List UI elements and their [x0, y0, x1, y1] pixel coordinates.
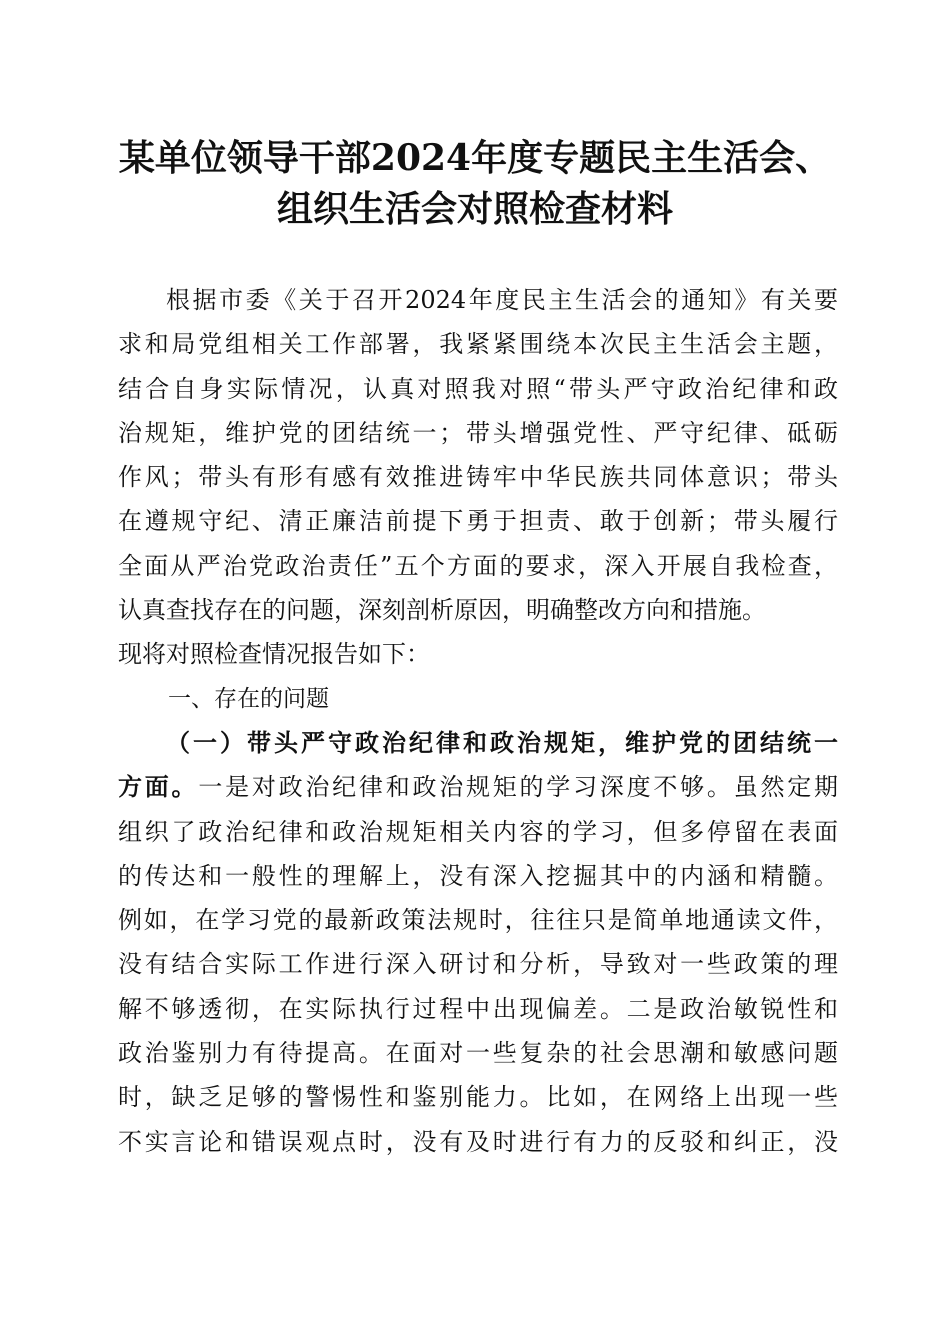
subsection-line: 没有结合实际工作进行深入研讨和分析，导致对一些政策的理: [118, 950, 838, 979]
intro-line: 作风；带头有形有感有效推进铸牢中华民族共同体意识；带头: [118, 463, 838, 492]
section-heading: 一、存在的问题: [168, 685, 329, 712]
intro-line: 治规矩，维护党的团结统一；带头增强党性、严守纪律、砥砺: [118, 418, 838, 447]
subsection-line: 的传达和一般性的理解上，没有深入挖掘其中的内涵和精髓。: [118, 861, 838, 890]
subsection-line: 例如，在学习党的最新政策法规时，往往只是简单地通读文件，: [118, 906, 838, 935]
subsection-line-text: 一是对政治纪律和政治规矩的学习深度不够。虽然定期: [198, 773, 839, 802]
subsection-line: [118, 765, 838, 809]
subsection-lead: （一）带头严守政治纪律和政治规矩，维护党的团结统一: [166, 728, 838, 757]
intro-line: 根据市委《关于召开2024年度民主生活会的通知》有关要: [166, 286, 838, 314]
intro-line: 求和局党组相关工作部署，我紧紧围绕本次民主生活会主题，: [118, 330, 838, 359]
subsection-line: 不实言论和错误观点时，没有及时进行有力的反驳和纠正，没: [118, 1127, 838, 1156]
document-title-line-1: 某单位领导干部2024年度专题民主生活会、: [118, 137, 832, 179]
subsection-line: 政治鉴别力有待提高。在面对一些复杂的社会思潮和敏感问题: [118, 1039, 838, 1068]
intro-line: 在遵规守纪、清正廉洁前提下勇于担责、敢于创新；带头履行: [118, 507, 838, 536]
intro-line: 结合自身实际情况，认真对照我对照“带头严守政治纪律和政: [118, 374, 838, 403]
subsection-lead-tail: 方面。: [118, 773, 199, 802]
document-body: [118, 278, 838, 1164]
intro-line: 全面从严治党政治责任”五个方面的要求，深入开展自我检查，: [118, 551, 838, 580]
intro-line: 现将对照检查情况报告如下：: [118, 640, 430, 669]
subsection-line: 组织了政治纪律和政治规矩相关内容的学习，但多停留在表面: [118, 817, 838, 846]
intro-line: 认真查找存在的问题，深刻剖析原因，明确整改方向和措施。: [118, 596, 766, 625]
subsection-line: 解不够透彻，在实际执行过程中出现偏差。二是政治敏锐性和: [118, 994, 838, 1023]
document-title-line-2: 组织生活会对照检查材料: [276, 188, 673, 230]
subsection-line: 时，缺乏足够的警惕性和鉴别能力。比如，在网络上出现一些: [118, 1083, 838, 1112]
